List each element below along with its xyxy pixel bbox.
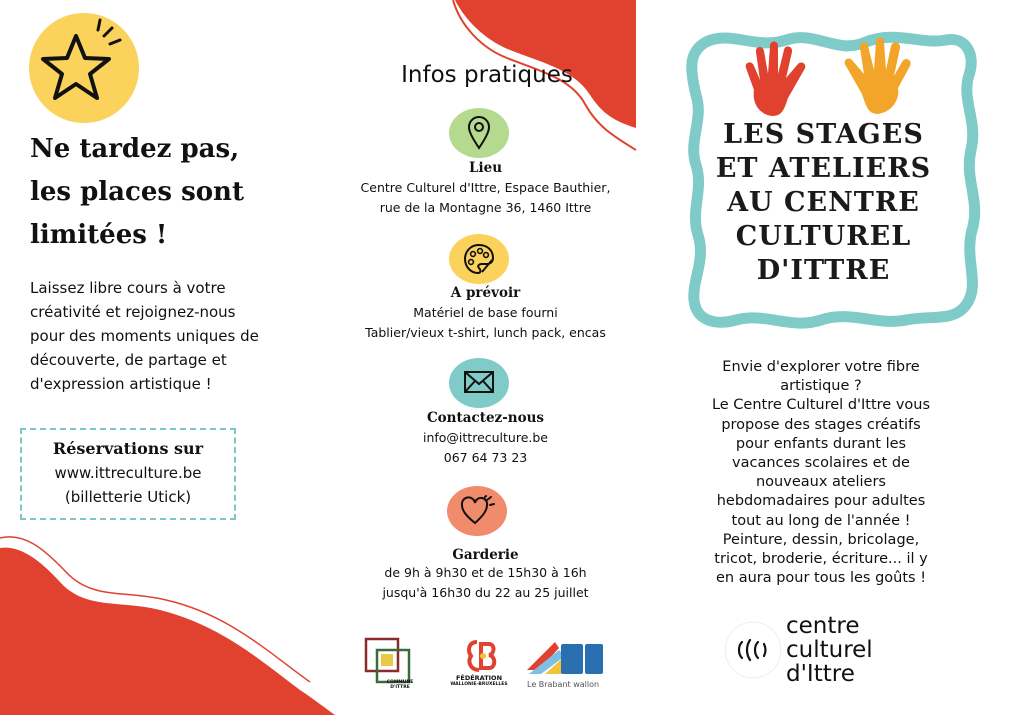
brabant-wallon-logo	[525, 640, 605, 692]
lead-line: pour des moments uniques de	[30, 327, 259, 345]
main-title-line: D'ITTRE	[756, 255, 891, 286]
desc-line: Peinture, dessin, bricolage,	[722, 531, 920, 548]
info-line: rue de la Montagne 36, 1460 Ittre	[379, 200, 592, 215]
logo-line: centre	[786, 613, 860, 639]
info-prevoir	[335, 285, 636, 343]
headline-line: les places sont	[30, 177, 244, 207]
commune-ittre-logo	[363, 636, 415, 690]
description	[696, 358, 946, 588]
desc-line: Envie d'explorer votre fibre	[722, 359, 920, 375]
location-pin-icon	[449, 108, 509, 158]
desc-line: tout au long de l'année !	[731, 512, 911, 529]
main-title	[706, 118, 941, 288]
desc-line: en aura pour tous les goûts !	[715, 570, 927, 587]
lead-line: d'expression artistique !	[30, 375, 212, 393]
lead-line: découverte, de partage et	[30, 351, 227, 369]
info-label: Garderie	[452, 547, 519, 563]
desc-line: pour enfants durant les	[735, 435, 907, 452]
headline-line: limitées !	[30, 220, 168, 250]
heart-icon	[447, 486, 507, 536]
logo-wordmark	[786, 614, 873, 686]
info-label: Lieu	[468, 160, 503, 176]
desc-line: hebdomadaires pour adultes	[716, 493, 926, 510]
desc-line: nouveaux ateliers	[755, 474, 886, 491]
info-line: Matériel de base fourni	[413, 305, 558, 320]
partner-label: Le Brabant wallon	[527, 680, 600, 689]
red-wave-decoration	[0, 0, 335, 715]
info-label: Contactez-nous	[426, 410, 545, 426]
main-title-line: ET ATELIERS	[715, 153, 932, 184]
lead-line: créativité et rejoignez-nous	[30, 303, 236, 321]
lead-line: Laissez libre cours à votre	[30, 279, 226, 297]
partner-label: FÉDÉRATION	[455, 674, 503, 682]
reservation-link[interactable]: www.ittreculture.be	[54, 464, 202, 482]
infos-title: Infos pratiques	[401, 62, 573, 88]
info-garderie	[335, 547, 636, 603]
orange-hand-icon	[834, 36, 918, 116]
logo-line: culturel	[786, 637, 873, 663]
logo-line: d'Ittre	[786, 661, 855, 687]
centre-culturel-logo-icon	[720, 610, 786, 690]
main-title-line: CULTUREL	[735, 221, 912, 252]
federation-wallonie-bruxelles-logo	[449, 640, 509, 690]
middle-panel	[335, 0, 636, 715]
reservation-note: (billetterie Utick)	[64, 488, 192, 506]
red-hand-icon	[742, 40, 824, 118]
desc-line: artistique ?	[780, 378, 862, 395]
desc-line: propose des stages créatifs	[721, 416, 921, 433]
info-label: A prévoir	[450, 285, 521, 301]
headline-line: Ne tardez pas,	[30, 134, 240, 164]
contact-phone[interactable]: 067 64 73 23	[443, 450, 528, 465]
partner-label: COMMUNE D'ITTRE	[386, 680, 414, 690]
left-panel	[0, 0, 335, 715]
right-panel	[636, 0, 1011, 715]
desc-line: vacances scolaires et de	[732, 455, 910, 472]
info-line: Centre Culturel d'Ittre, Espace Bauthier,	[360, 180, 611, 195]
main-title-line: AU CENTRE	[727, 187, 920, 218]
palette-icon	[449, 234, 509, 284]
envelope-icon	[449, 358, 509, 408]
contact-email[interactable]: info@ittreculture.be	[422, 430, 549, 445]
info-line: de 9h à 9h30 et de 15h30 à 16h	[384, 565, 587, 580]
info-line: Tablier/vieux t-shirt, lunch pack, encas	[365, 325, 606, 340]
partner-label: WALLONIE-BRUXELLES	[450, 682, 508, 687]
info-line: jusqu'à 16h30 du 22 au 25 juillet	[382, 585, 589, 600]
desc-line: tricot, broderie, écriture... il y	[714, 551, 928, 568]
main-title-line: LES STAGES	[723, 119, 924, 150]
info-lieu	[335, 160, 636, 218]
desc-line: Le Centre Culturel d'Ittre vous	[711, 397, 931, 414]
reservation-title: Réservations sur	[52, 439, 204, 458]
info-contact	[335, 410, 636, 468]
